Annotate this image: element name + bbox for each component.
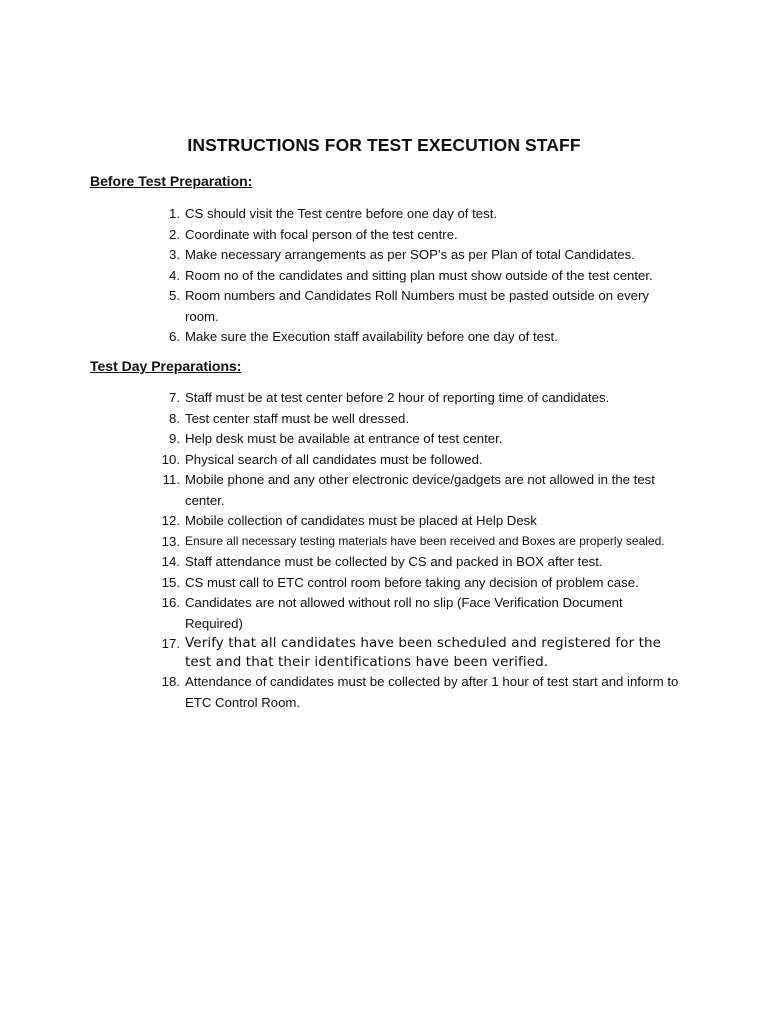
list-item-number: 16. bbox=[161, 595, 180, 610]
list-item-text: Physical search of all candidates must be followed. bbox=[185, 451, 483, 467]
list-item bbox=[150, 593, 680, 634]
list-item-text: Mobile collection of candidates must be placed at Help Desk bbox=[185, 513, 537, 528]
list-item-text: Candidates are not allowed without roll no slip (Face Verification Document Required) bbox=[185, 595, 623, 631]
list-item-number: 3. bbox=[169, 247, 180, 262]
list-item bbox=[150, 532, 680, 553]
list-item-text: Staff attendance must be collected by CS and packed in BOX after test. bbox=[185, 554, 603, 569]
list-item bbox=[150, 470, 680, 511]
list-item-number: 18. bbox=[161, 674, 180, 689]
list-item bbox=[150, 552, 680, 573]
list-item bbox=[150, 672, 680, 713]
list-item-text: Make necessary arrangements as per SOP’s as per Plan of total Candidates. bbox=[185, 247, 635, 262]
list-item bbox=[150, 511, 680, 532]
list-item-number: 11. bbox=[162, 472, 180, 487]
list-item-number: 12. bbox=[161, 513, 180, 528]
list-item-text: CS should visit the Test centre before one day of test. bbox=[185, 206, 498, 221]
list-item bbox=[150, 409, 680, 430]
list-item bbox=[150, 429, 680, 450]
list-item-number: 6. bbox=[169, 329, 180, 344]
list-item-number: 17. bbox=[161, 636, 180, 651]
list-item-text: Attendance of candidates must be collected by after 1 hour of test start and inform to ETC Control Room. bbox=[185, 674, 679, 710]
list-item-number: 13. bbox=[161, 533, 180, 549]
section-heading-test-day: Test Day Preparations: bbox=[90, 358, 242, 374]
list-item-text: Mobile phone and any other electronic device/gadgets are not allowed in the test center. bbox=[185, 472, 655, 508]
list-item bbox=[150, 450, 680, 471]
list-item-number: 15. bbox=[161, 574, 180, 590]
list-item-text: Make sure the Execution staff availability before one day of test. bbox=[185, 329, 558, 344]
list-item bbox=[150, 245, 680, 266]
list-item bbox=[150, 327, 680, 348]
list-item bbox=[150, 388, 680, 409]
list-item-text: Staff must be at test center before 2 hour of reporting time of candidates. bbox=[185, 390, 610, 405]
list-item-number: 8. bbox=[169, 410, 180, 426]
section-heading-before-test: Before Test Preparation: bbox=[90, 173, 253, 189]
list-item-text: Room numbers and Candidates Roll Numbers must be pasted outside on every room. bbox=[185, 288, 650, 324]
list-item-number: 14. bbox=[161, 554, 180, 569]
list-item-number: 5. bbox=[169, 288, 180, 303]
list-item bbox=[150, 573, 680, 594]
list-item bbox=[150, 286, 680, 327]
list-item bbox=[150, 634, 680, 672]
page-title: INSTRUCTIONS FOR TEST EXECUTION STAFF bbox=[187, 135, 581, 155]
list-item-number: 1. bbox=[169, 206, 180, 221]
list-item-number: 4. bbox=[169, 267, 180, 283]
list-item bbox=[150, 225, 680, 246]
list-item-text: Room no of the candidates and sitting plan must show outside of the test center. bbox=[185, 267, 653, 283]
list-item-number: 10. bbox=[161, 451, 180, 467]
list-item-number: 9. bbox=[169, 431, 180, 446]
list-item-text: Test center staff must be well dressed. bbox=[185, 410, 410, 426]
test-day-list bbox=[150, 388, 680, 713]
list-item-text: CS must call to ETC control room before taking any decision of problem case. bbox=[185, 574, 639, 590]
list-item-number: 7. bbox=[169, 390, 180, 405]
list-item-text: Help desk must be available at entrance of test center. bbox=[185, 431, 503, 446]
list-item-text: Verify that all candidates have been scheduled and registered for the test and that their identifications have been verified. bbox=[185, 635, 662, 670]
list-item-text: Ensure all necessary testing materials have been received and Boxes are properly sealed. bbox=[185, 533, 665, 548]
list-item bbox=[150, 204, 680, 225]
before-test-list bbox=[150, 204, 680, 348]
list-item bbox=[150, 266, 680, 287]
list-item-text: Coordinate with focal person of the test centre. bbox=[185, 226, 458, 242]
list-item-number: 2. bbox=[169, 226, 180, 242]
